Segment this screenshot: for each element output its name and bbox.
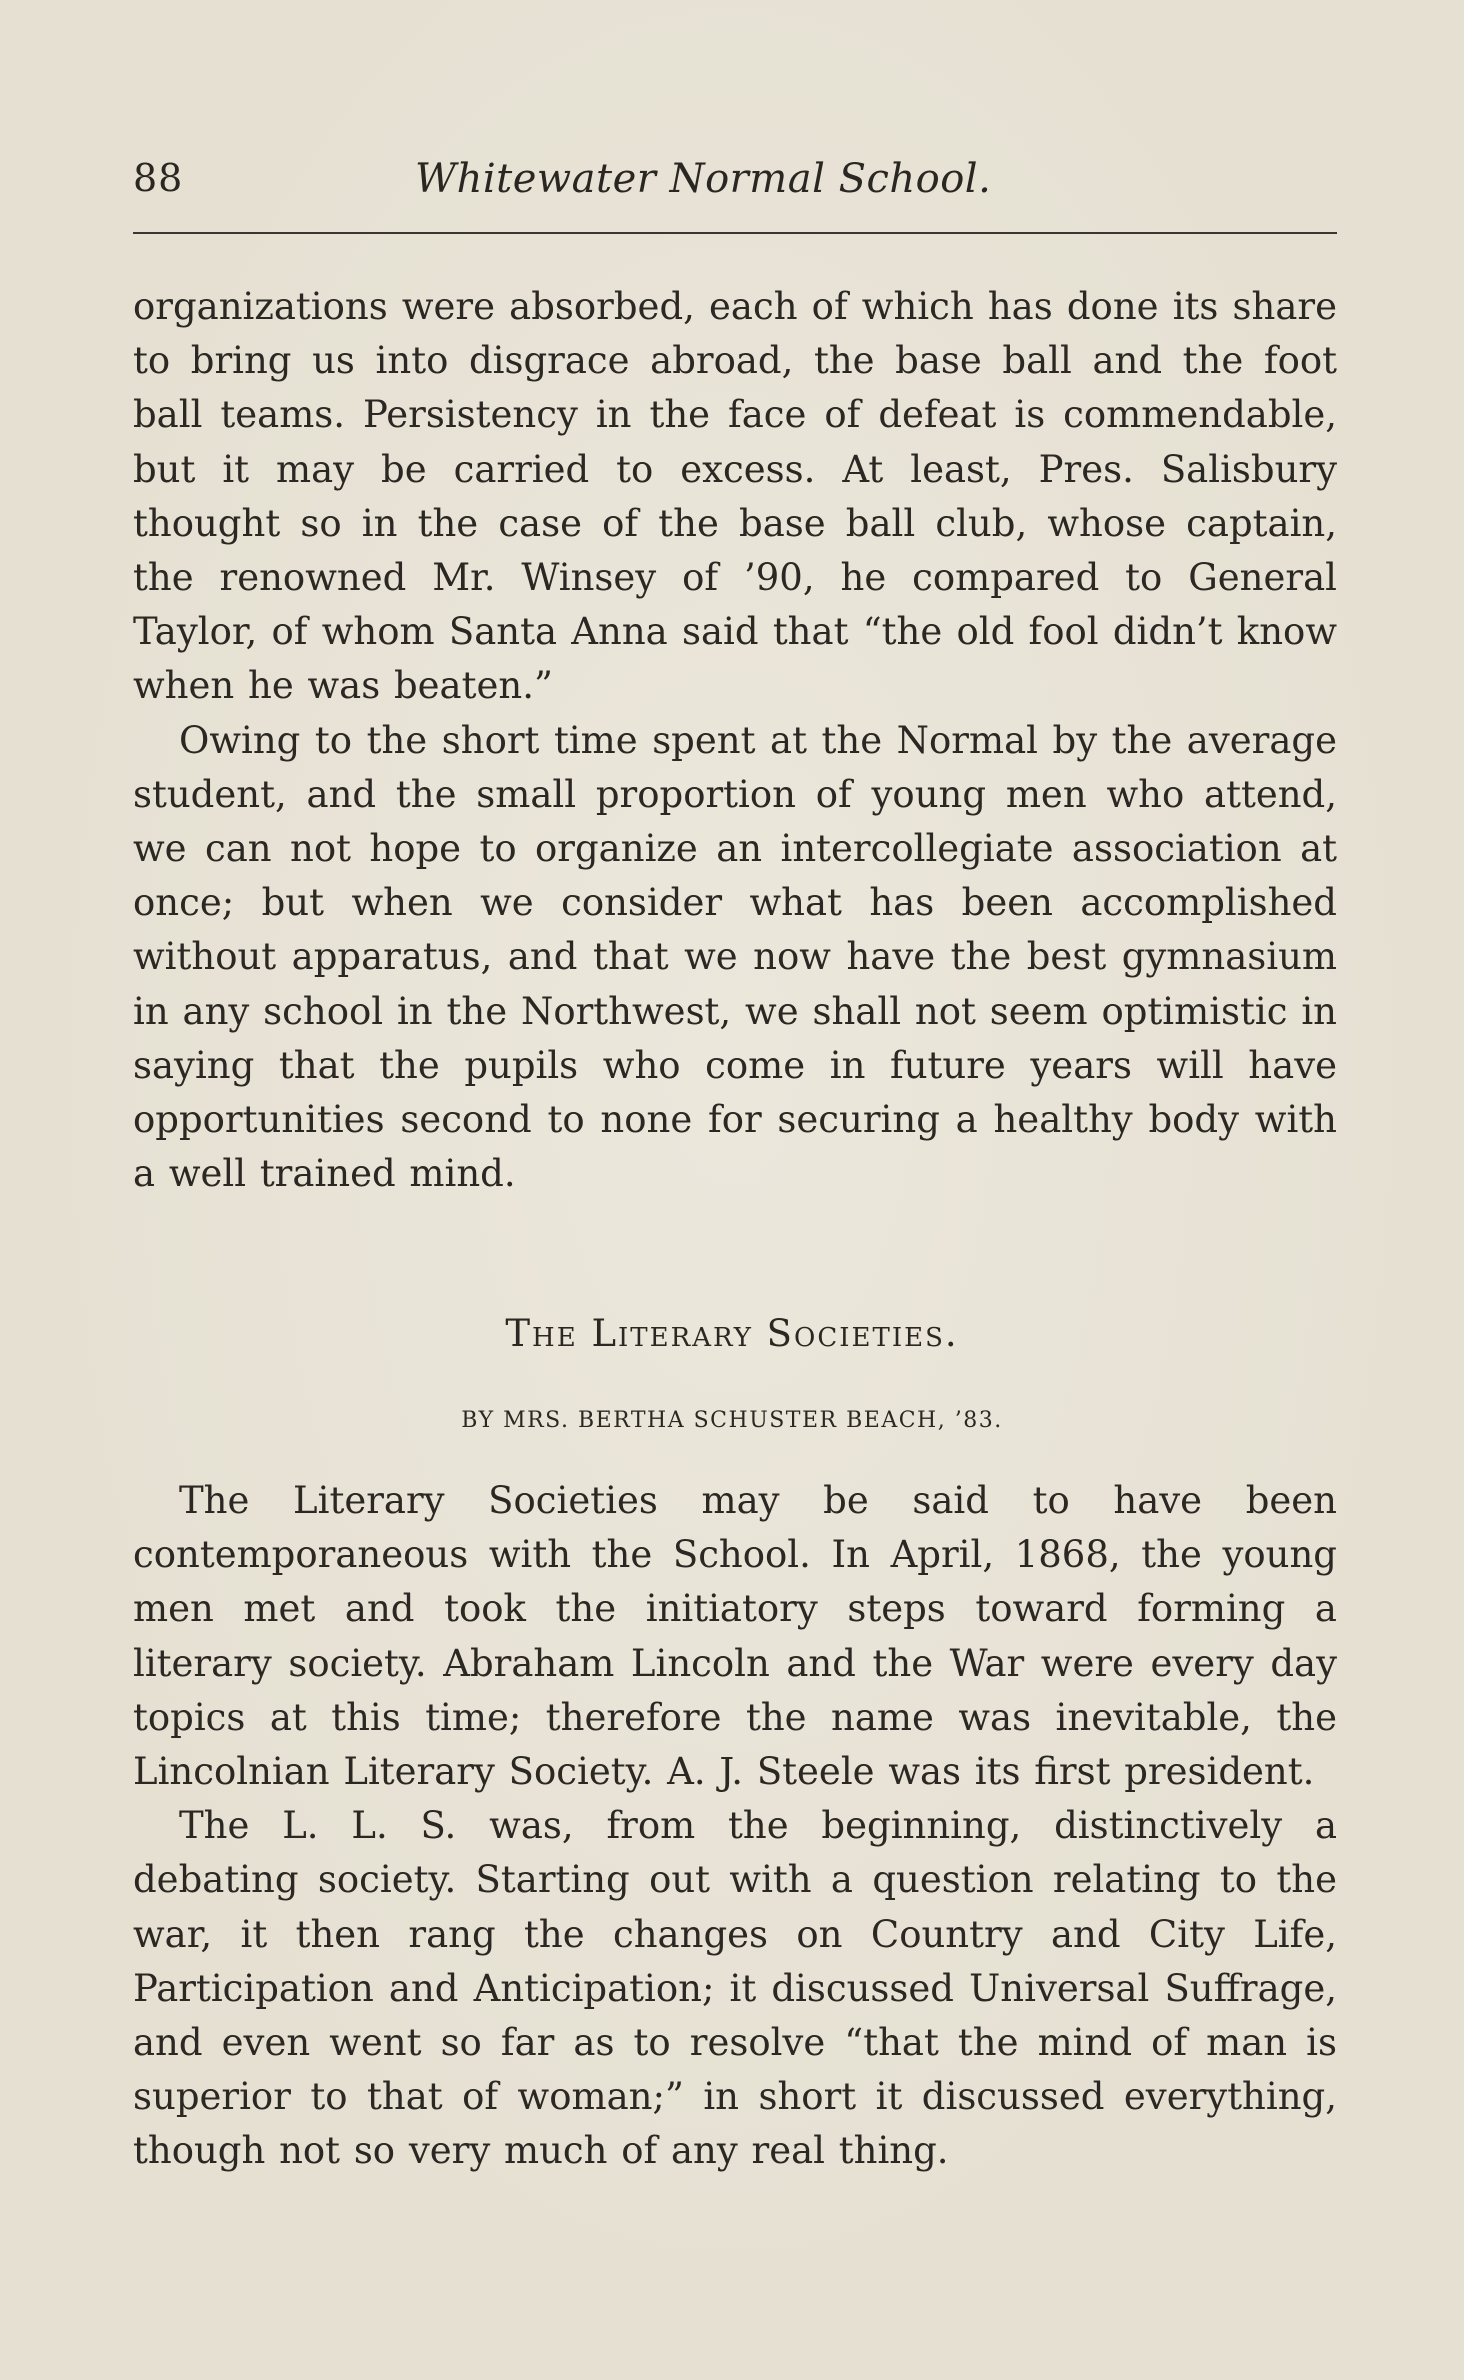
- section-paragraph-1: The Literary Societies may be said to have been contemporaneous with the School. In April, 1868, the young men met and took the initiatory steps toward forming a literary society. Abraham Lincoln and the War were every day topics at this time; therefore the name was inevitable, the Lincolnian Literary Society. A. J. Steele was its first president.: [133, 1479, 1337, 1794]
- section-paragraph-2: The L. L. S. was, from the beginning, distinctively a debating society. Starting out with a question relating to the war, it then rang the changes on Country and City Life, Participation and Anticipation; it discussed Universal Suffrage, and even went so far as to resolve “that the mind of man is superior to that of woman;” in short it discussed everything, though not so very much of any real thing.: [133, 1804, 1337, 2173]
- section-byline: BY MRS. BERTHA SCHUSTER BEACH, ’83.: [461, 1408, 1003, 1433]
- header-rule: [133, 232, 1337, 234]
- section-body: [133, 1474, 1337, 2179]
- paragraph-2: Owing to the short time spent at the Normal by the average student, and the small proportion of young men who attend, we can not hope to organize an intercollegiate association at once; but when we consider what has been accomplished without apparatus, and that we now have the best gymnasium in any school in the Northwest, we shall not seem optimistic in saying that the pupils who come in future years will have opportunities second to none for securing a healthy body with a well trained mind.: [133, 718, 1337, 1196]
- running-title: Whitewater Normal School.: [415, 156, 992, 202]
- page-number: 88: [133, 156, 184, 200]
- page-header: [133, 156, 1337, 216]
- section-title: The Literary Societies.: [505, 1312, 959, 1355]
- body-text: [133, 280, 1337, 1201]
- paragraph-1: organizations were absorbed, each of which has done its share to bring us into disgrace abroad, the base ball and the foot ball teams. Persistency in the face of defeat is commendable, but it may be carried to excess. At least, Pres. Salisbury thought so in the case of the base ball club, whose captain, the renowned Mr. Winsey of ’90, he compared to General Taylor, of whom Santa Anna said that “the old fool didn’t know when he was beaten.”: [133, 285, 1337, 708]
